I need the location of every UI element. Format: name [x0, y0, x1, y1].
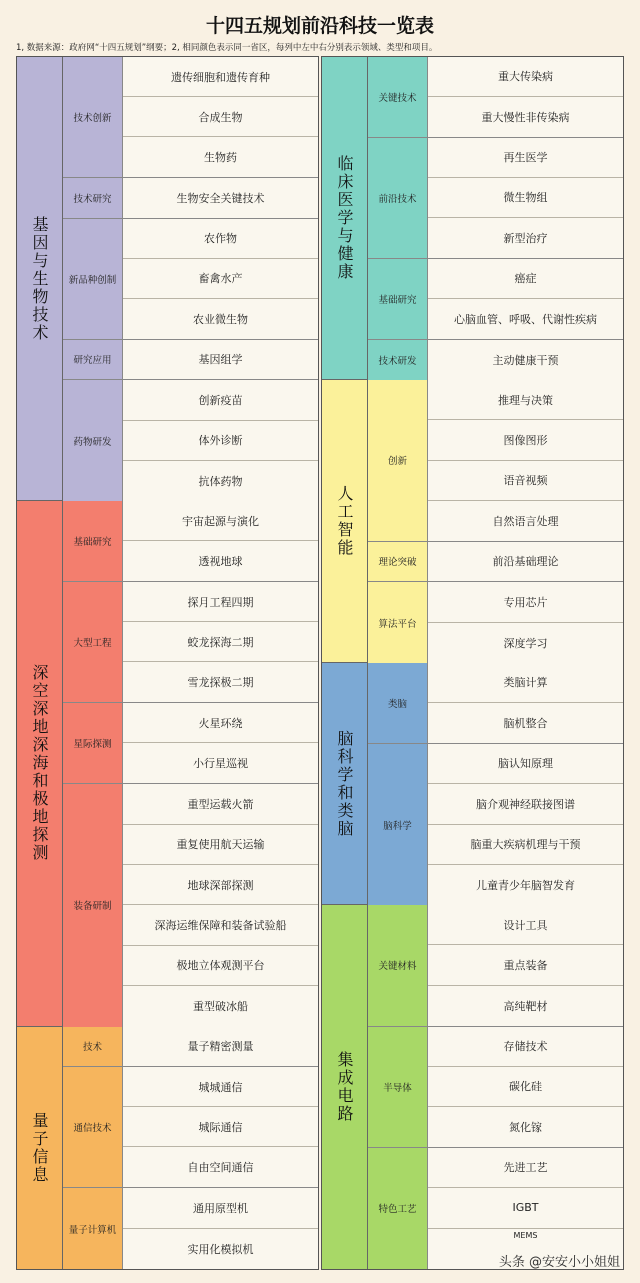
project-item: 心脑血管、呼吸、代谢性疾病: [454, 312, 597, 326]
type-row: [63, 501, 318, 582]
project-item: 城际通信: [123, 1107, 318, 1147]
type-label: 类脑: [368, 663, 428, 743]
domain-label: 深空深地深海和极地探测: [30, 664, 49, 863]
item-list: [123, 703, 318, 783]
project-item: 前沿基础理论: [492, 555, 559, 569]
project-item: 图像图形: [428, 420, 623, 460]
project-item: 基因组学: [198, 353, 243, 367]
project-item: 语音视频: [428, 461, 623, 501]
domain-label: 脑科学和类脑: [335, 729, 354, 838]
type-label: 基础研究: [63, 501, 123, 581]
type-label: 药物研发: [63, 380, 123, 501]
domain-label: 临床医学与健康: [335, 155, 354, 282]
domain-block: [17, 501, 318, 1026]
type-list: [63, 501, 318, 1025]
project-item: MEMS: [513, 1230, 538, 1240]
type-label: 基础研究: [368, 259, 428, 339]
type-row: [368, 259, 623, 340]
type-label: 技术研究: [63, 178, 123, 217]
project-item: 重大慢性非传染病: [481, 110, 570, 124]
project-item: 氮化镓: [509, 1120, 542, 1134]
page-title: 十四五规划前沿科技一览表: [205, 15, 434, 37]
type-row: [63, 703, 318, 784]
project-item: 城城通信: [123, 1067, 318, 1107]
type-row: [368, 542, 623, 582]
project-item: 体外诊断: [123, 421, 318, 461]
project-item: 重大传染病: [428, 57, 623, 97]
domain-label-cell: [17, 1027, 63, 1269]
type-label: 研究应用: [63, 340, 123, 379]
project-item: 再生医学: [428, 138, 623, 178]
project-item: 畜禽水产: [123, 259, 318, 299]
project-item: 火星环绕: [123, 703, 318, 743]
project-item: 实用化模拟机: [187, 1242, 254, 1256]
project-item: 雪龙探极二期: [187, 676, 254, 690]
type-row: [63, 784, 318, 1026]
project-item: 创新疫苗: [123, 380, 318, 420]
project-item: 设计工具: [428, 905, 623, 945]
type-label: 装备研制: [63, 784, 123, 1026]
domain-block: [322, 57, 623, 380]
item-list: [123, 178, 318, 217]
domain-block: [322, 905, 623, 1269]
project-item: 自然语言处理: [492, 514, 559, 528]
type-label: 技术研发: [368, 340, 428, 380]
item-list: [428, 1027, 623, 1147]
type-list: [368, 380, 623, 662]
type-label: 通信技术: [63, 1067, 123, 1187]
project-item: 自由空间通信: [187, 1161, 254, 1175]
item-list: [428, 259, 623, 339]
type-label: 关键材料: [368, 905, 428, 1025]
project-item: 重型运载火箭: [123, 784, 318, 824]
type-row: [368, 744, 623, 906]
project-item: 脑认知原理: [428, 744, 623, 784]
domain-block: [17, 57, 318, 501]
type-label: 算法平台: [368, 582, 428, 663]
project-item: 蛟龙探海二期: [123, 622, 318, 662]
type-row: [368, 663, 623, 744]
project-item: 农作物: [123, 219, 318, 259]
item-list: [428, 905, 623, 1025]
project-item: 通用原型机: [123, 1188, 318, 1228]
project-item: 先进工艺: [428, 1148, 623, 1188]
type-row: [63, 57, 318, 178]
item-list: [123, 784, 318, 1026]
project-item: 生物安全关键技术: [176, 191, 265, 205]
item-list: [123, 1067, 318, 1187]
type-row: [63, 1067, 318, 1188]
project-item: IGBT: [428, 1188, 623, 1228]
type-label: 特色工艺: [368, 1148, 428, 1269]
project-item: 地球深部探测: [123, 865, 318, 905]
type-list: [368, 663, 623, 904]
type-label: 技术: [63, 1027, 123, 1066]
item-list: [123, 1027, 318, 1066]
type-row: [368, 57, 623, 138]
type-label: 星际探测: [63, 703, 123, 783]
type-row: [63, 340, 318, 380]
domain-block: [322, 663, 623, 905]
type-label: 理论突破: [368, 542, 428, 581]
project-item: 脑机整合: [503, 716, 548, 730]
item-list: [428, 138, 623, 258]
project-item: 重型破冰船: [193, 1000, 248, 1014]
type-label: 创新: [368, 380, 428, 541]
project-item: 推理与决策: [428, 380, 623, 420]
type-row: [63, 1188, 318, 1269]
project-item: 癌症: [428, 259, 623, 299]
type-label: 技术创新: [63, 57, 123, 177]
type-label: 大型工程: [63, 582, 123, 702]
item-list: [428, 542, 623, 581]
item-list: [428, 663, 623, 743]
type-label: 脑科学: [368, 744, 428, 906]
type-row: [368, 138, 623, 259]
domain-label: 基因与生物技术: [30, 215, 49, 342]
project-item: 高纯靶材: [503, 999, 548, 1013]
type-row: [63, 178, 318, 218]
domain-block: [322, 380, 623, 663]
type-row: [63, 219, 318, 340]
type-label: 半导体: [368, 1027, 428, 1147]
domain-label-cell: [17, 57, 63, 500]
type-row: [63, 380, 318, 501]
project-item: 主动健康干预: [492, 353, 559, 367]
left-column: [16, 56, 319, 1270]
project-item: 宇宙起源与演化: [123, 501, 318, 541]
type-list: [63, 57, 318, 500]
item-list: [123, 340, 318, 379]
project-item: 透视地球: [198, 555, 243, 569]
type-list: [63, 1027, 318, 1269]
item-list: [428, 380, 623, 541]
project-item: 探月工程四期: [123, 582, 318, 622]
project-item: 专用芯片: [428, 582, 623, 622]
type-list: [368, 57, 623, 379]
type-list: [368, 905, 623, 1269]
item-list: [123, 582, 318, 702]
domain-label-cell: [322, 380, 368, 662]
domain-label-cell: [322, 905, 368, 1269]
type-row: [368, 1027, 623, 1148]
project-item: 碳化硅: [428, 1067, 623, 1107]
item-list: [428, 57, 623, 137]
item-list: [428, 744, 623, 906]
type-row: [63, 1027, 318, 1067]
project-item: 遗传细胞和遗传育种: [123, 57, 318, 97]
domain-label: 人工智能: [335, 485, 354, 558]
type-label: 关键技术: [368, 57, 428, 137]
type-row: [63, 582, 318, 703]
project-item: 新型治疗: [503, 231, 548, 245]
watermark: 头条 @安安小小姐姐: [498, 1255, 620, 1270]
project-item: 合成生物: [123, 97, 318, 137]
domain-label-cell: [322, 663, 368, 904]
project-item: 深海运维保障和装备试验船: [123, 905, 318, 945]
type-row: [368, 1148, 623, 1269]
project-item: 微生物组: [428, 178, 623, 218]
project-item: 农业微生物: [193, 312, 248, 326]
type-label: 前沿技术: [368, 138, 428, 258]
domain-label: 量子信息: [30, 1111, 49, 1184]
project-item: 抗体药物: [198, 475, 243, 489]
type-label: 量子计算机: [63, 1188, 123, 1269]
item-list: [123, 1188, 318, 1269]
right-column: [321, 56, 624, 1270]
project-item: 生物药: [204, 151, 237, 165]
item-list: [123, 501, 318, 581]
source-note: 1, 数据来源：政府网“十四五规划”纲要；2, 相同颜色表示同一省区，每列中左中右分别表示领域、类型和项目。: [16, 43, 438, 53]
project-item: 存储技术: [428, 1027, 623, 1067]
project-item: 小行星巡视: [193, 757, 248, 771]
project-item: 脑介观神经联接图谱: [428, 784, 623, 824]
domain-label-cell: [322, 57, 368, 379]
project-item: 重复使用航天运输: [123, 825, 318, 865]
item-list: [428, 1148, 623, 1269]
domain-label-cell: [17, 501, 63, 1025]
item-list: [428, 582, 623, 663]
type-row: [368, 340, 623, 380]
item-list: [123, 57, 318, 177]
domain-block: [17, 1027, 318, 1269]
domain-label: 集成电路: [335, 1051, 354, 1124]
type-row: [368, 905, 623, 1026]
item-list: [123, 380, 318, 501]
project-item: 极地立体观测平台: [123, 946, 318, 986]
project-item: 重点装备: [428, 945, 623, 985]
item-list: [428, 340, 623, 380]
project-item: 类脑计算: [428, 663, 623, 703]
project-item: 脑重大疾病机理与干预: [428, 825, 623, 865]
type-row: [368, 582, 623, 663]
project-item: 量子精密测量: [187, 1040, 254, 1054]
type-label: 新品种创制: [63, 219, 123, 339]
project-item: 深度学习: [503, 636, 548, 650]
project-item: 儿童青少年脑智发育: [476, 879, 575, 893]
type-row: [368, 380, 623, 542]
item-list: [123, 219, 318, 339]
